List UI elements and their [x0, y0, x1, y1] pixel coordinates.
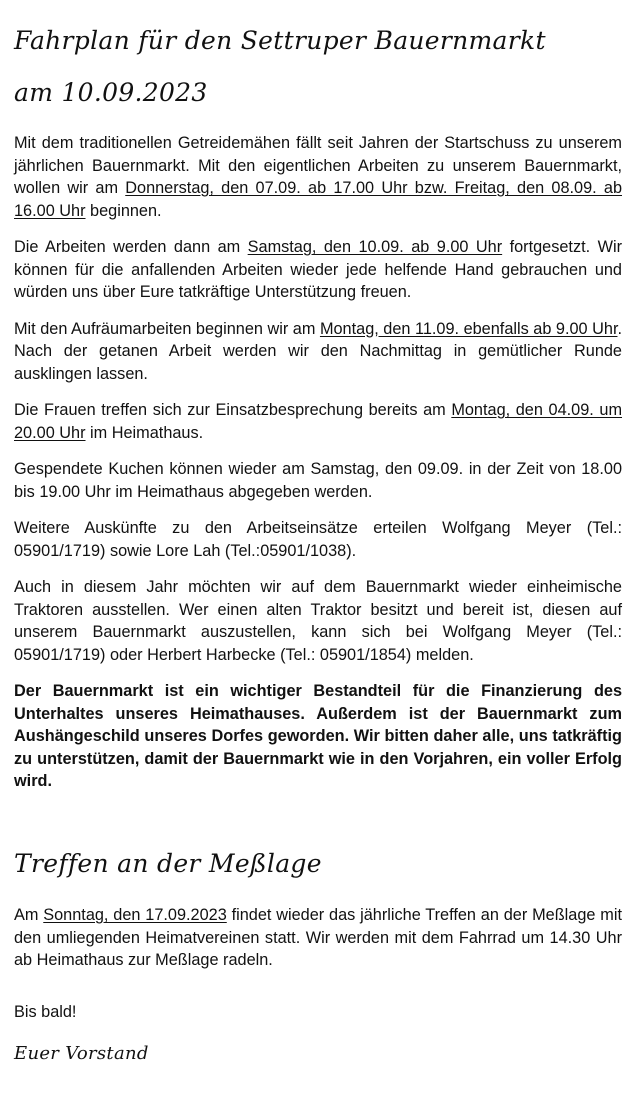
underlined-date: Sonntag, den 17.09.2023 — [43, 906, 227, 924]
section-heading: Treffen an der Meßlage — [14, 849, 322, 878]
section-text — [14, 904, 622, 986]
paragraph-info: Weitere Auskünfte zu den Arbeitseinsätze erteilen Wolfgang Meyer (Tel.: 05901/1719) sowie Lore Lah (Tel.:05901/1038). — [14, 519, 622, 560]
page-title-date: am 10.09.2023 — [14, 78, 208, 107]
paragraph-start: Mit dem traditionellen Getreidemähen fällt seit Jahren der Startschuss zu unserem jährlichen Bauernmarkt. Mit den eigentlichen Arbeiten zu unserem Bauernmarkt, wollen wir am Donnerstag, den 07.09. ab 17.00 Uhr bzw. Freitag, den 08.09. ab 16.00 Uhr beginnen. — [14, 134, 622, 220]
main-text — [14, 132, 622, 807]
underlined-date: Montag, den 04.09. um 20.00 Uhr — [14, 401, 623, 442]
paragraph-meeting: Am Sonntag, den 17.09.2023 findet wieder das jährliche Treffen an der Meßlage mit den umliegenden Heimatvereinen statt. Wir werden mit dem Fahrrad um 14.30 Uhr ab Heimathaus zur Meßlage radeln. — [14, 906, 622, 969]
underlined-date: Montag, den 11.09. ebenfalls ab 9.00 Uhr — [319, 319, 618, 338]
underlined-date: Donnerstag, den 07.09. ab 17.00 Uhr bzw. Freitag, den 08.09. ab 16.00 Uhr — [14, 179, 622, 220]
page-title: Fahrplan für den Settruper Bauernmarkt — [14, 26, 546, 55]
paragraph-tractors: Auch in diesem Jahr möchten wir auf dem Bauernmarkt wieder einheimische Traktoren ausstellen. Wer einen alten Traktor besitzt und bereit ist, diesen auf unserem Bauernmarkt auszustellen, kann sich bei Wolfgang Meyer (Tel.: 05901/1719) oder Herbert Harbecke (Tel.: 05901/1854) melden. — [14, 578, 622, 664]
paragraph-continue: Die Arbeiten werden dann am Samstag, den 10.09. ab 9.00 Uhr fortgesetzt. Wir können für die anfallenden Arbeiten wieder jede helfende Hand gebrauchen und würden uns über Eure tatkräftige Unterstützung freuen. — [14, 238, 622, 301]
paragraph-cleanup: Mit den Aufräumarbeiten beginnen wir am Montag, den 11.09. ebenfalls ab 9.00 Uhr. Nach der getanen Arbeit werden wir den Nachmittag in gemütlicher Runde ausklingen lassen. — [14, 319, 622, 383]
paragraph-women: Die Frauen treffen sich zur Einsatzbesprechung bereits am Montag, den 04.09. um 20.00 Uhr im Heimathaus. — [14, 401, 623, 442]
closing-line: Bis bald! — [14, 1003, 77, 1021]
paragraph-cakes: Gespendete Kuchen können wieder am Samstag, den 09.09. in der Zeit von 18.00 bis 19.00 Uhr im Heimathaus abgegeben werden. — [14, 460, 622, 501]
paragraph-appeal: Der Bauernmarkt ist ein wichtiger Bestandteil für die Finanzierung des Unterhaltes unseres Heimathauses. Außerdem ist der Bauernmarkt zum Aushängeschild unseres Dorfes geworden. Wir bitten daher alle, uns tatkräftig zu unterstützen, damit der Bauernmarkt wie in den Vorjahren, ein voller Erfolg wird. — [14, 682, 622, 790]
underlined-date: Samstag, den 10.09. ab 9.00 Uhr — [247, 238, 503, 256]
signature: Euer Vorstand — [14, 1043, 149, 1064]
